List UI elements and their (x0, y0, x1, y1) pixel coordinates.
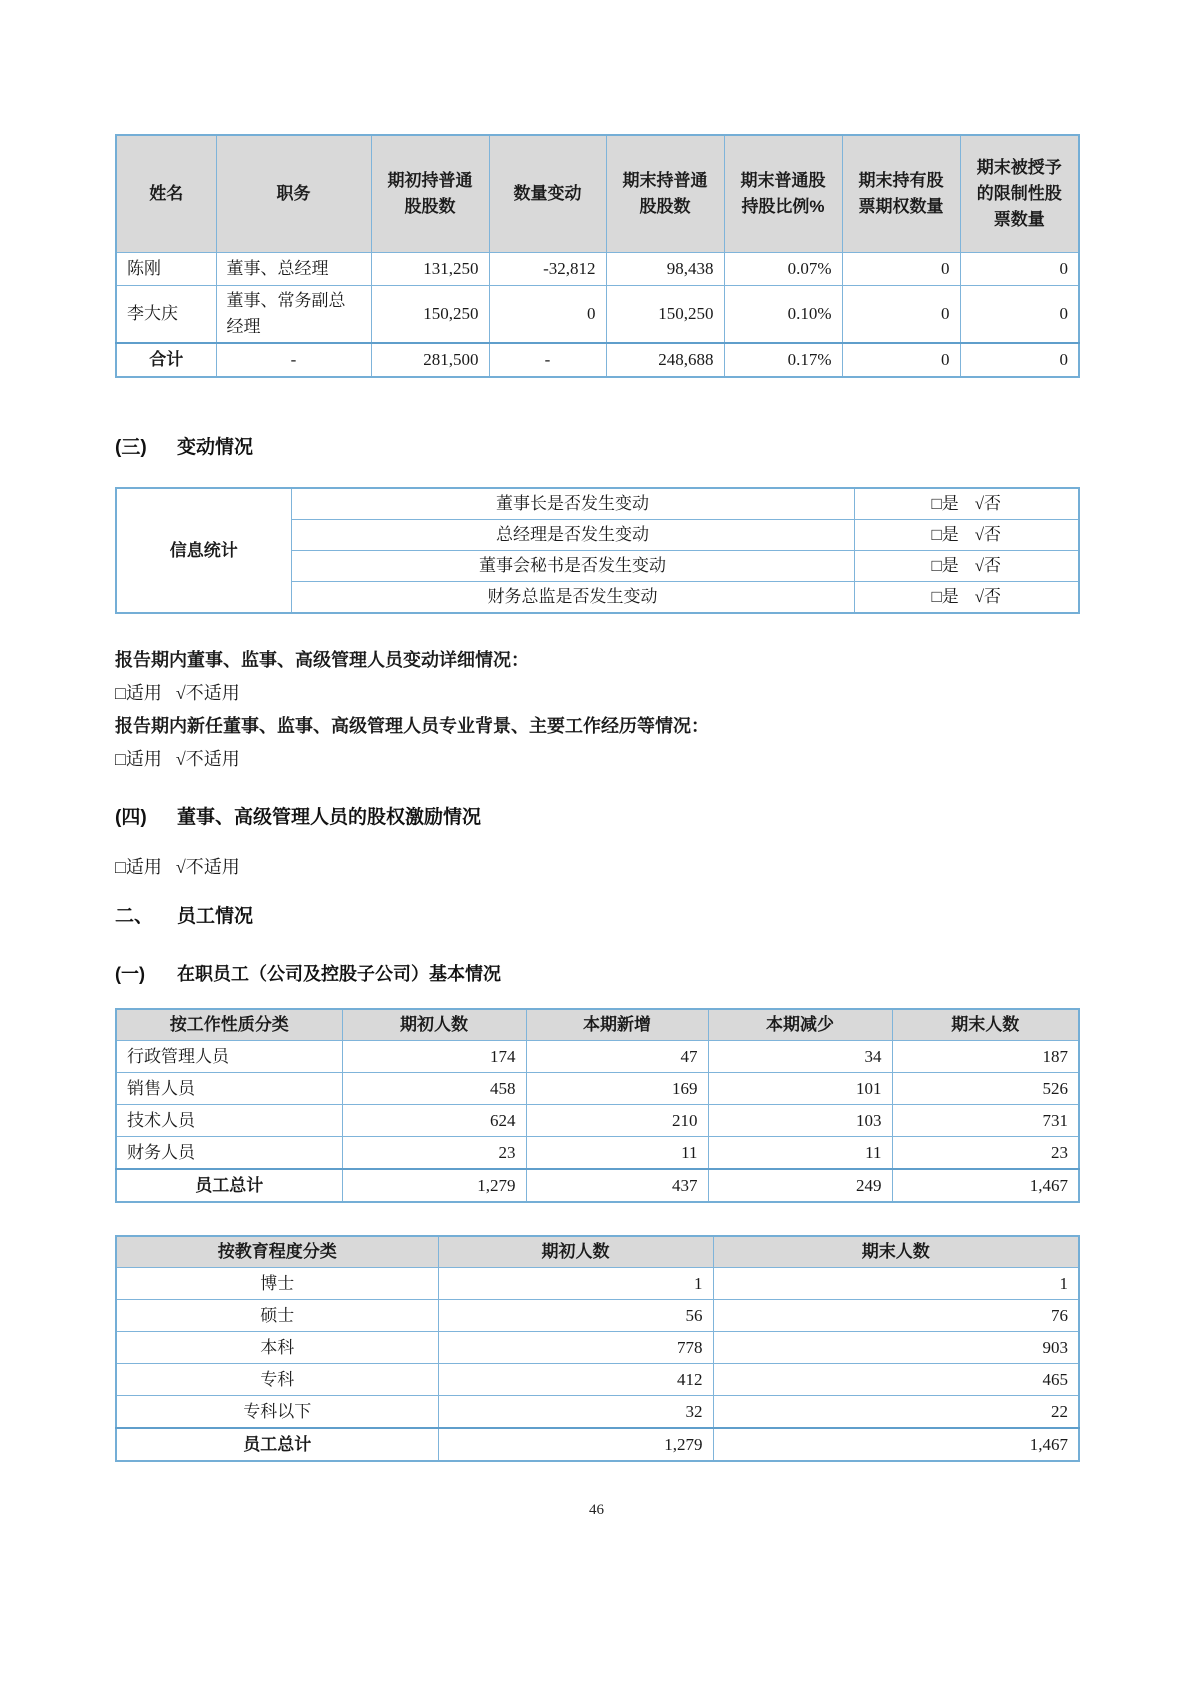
table-cell: 0 (960, 343, 1079, 377)
table-cell: 信息统计 (116, 488, 291, 613)
checkbox-not-applicable: √不适用 (175, 857, 240, 877)
table-row (116, 1300, 1079, 1332)
table-header-cell: 期末普通股持股比例% (724, 135, 842, 253)
table-total-row (116, 1428, 1079, 1461)
work-type-table (115, 1008, 1080, 1203)
table-header-cell: 期初持普通股股数 (371, 135, 489, 253)
checkbox-yes: □是 (931, 556, 959, 575)
table-cell (854, 582, 1079, 614)
table-cell: 0 (960, 253, 1079, 286)
table-row (116, 488, 1079, 520)
table-row (116, 1105, 1079, 1137)
table-header-cell: 期末人数 (892, 1009, 1079, 1041)
section-number: (四) (115, 807, 147, 828)
section-title: 变动情况 (177, 437, 254, 458)
table-cell: 总经理是否发生变动 (291, 520, 854, 551)
table-cell: 0.17% (724, 343, 842, 377)
table-cell: 1,279 (342, 1169, 526, 1202)
table-cell: 财务人员 (116, 1137, 342, 1170)
applicability-line (115, 677, 1078, 710)
section-heading-employee-basic (115, 960, 1078, 986)
table-cell: 董事会秘书是否发生变动 (291, 551, 854, 582)
checkbox-no: √否 (974, 525, 1002, 544)
table-cell: 465 (713, 1364, 1079, 1396)
table-row (116, 1396, 1079, 1429)
table-cell: 23 (342, 1137, 526, 1170)
table-cell (854, 520, 1079, 551)
table-header-cell: 数量变动 (489, 135, 606, 253)
table-row (116, 1073, 1079, 1105)
table-cell: 1 (438, 1268, 713, 1300)
section-title: 董事、高级管理人员的股权激励情况 (177, 807, 482, 828)
checkbox-not-applicable: √不适用 (175, 749, 240, 769)
table-cell: 11 (708, 1137, 892, 1170)
table-cell: 47 (526, 1041, 708, 1073)
table-cell: 0 (842, 286, 960, 344)
checkbox-applicable: □适用 (115, 683, 162, 703)
table-cell: 131,250 (371, 253, 489, 286)
table-cell: 财务总监是否发生变动 (291, 582, 854, 614)
table-cell: -32,812 (489, 253, 606, 286)
table-cell: 903 (713, 1332, 1079, 1364)
table-cell: 76 (713, 1300, 1079, 1332)
section-heading-incentive (115, 802, 1078, 829)
checkbox-no: √否 (974, 556, 1002, 575)
note-line: 报告期内董事、监事、高级管理人员变动详细情况： (115, 650, 529, 670)
page-number: 46 (589, 1502, 604, 1518)
checkbox-no: √否 (974, 587, 1002, 606)
table-cell: 1,279 (438, 1428, 713, 1461)
note-line: 报告期内新任董事、监事、高级管理人员专业背景、主要工作经历等情况： (115, 716, 709, 736)
table-cell: 98,438 (606, 253, 724, 286)
table-cell: 董事、总经理 (216, 253, 371, 286)
table-cell: 本科 (116, 1332, 438, 1364)
table-cell: 248,688 (606, 343, 724, 377)
table-cell: 合计 (116, 343, 216, 377)
table-cell: 博士 (116, 1268, 438, 1300)
table-row (116, 1041, 1079, 1073)
table-row (116, 253, 1079, 286)
table-total-row (116, 343, 1079, 377)
table-cell (854, 551, 1079, 582)
table-cell (854, 488, 1079, 520)
table-cell: 22 (713, 1396, 1079, 1429)
table-header-cell: 职务 (216, 135, 371, 253)
checkbox-applicable: □适用 (115, 749, 162, 769)
table-cell: 412 (438, 1364, 713, 1396)
table-header-cell: 期末持普通股股数 (606, 135, 724, 253)
table-cell: 624 (342, 1105, 526, 1137)
info-statistics-table (115, 487, 1080, 614)
table-cell: - (489, 343, 606, 377)
checkbox-yes: □是 (931, 494, 959, 513)
table-cell: 董事、常务副总经理 (216, 286, 371, 344)
section-number: 二、 (115, 906, 154, 927)
applicability-line (115, 853, 1078, 879)
table-cell: 23 (892, 1137, 1079, 1170)
education-table (115, 1235, 1080, 1462)
checkbox-no: √否 (974, 494, 1002, 513)
table-row (116, 286, 1079, 344)
table-header-cell: 期末持有股票期权数量 (842, 135, 960, 253)
table-header-cell: 本期新增 (526, 1009, 708, 1041)
table-cell: 员工总计 (116, 1428, 438, 1461)
table-cell: 249 (708, 1169, 892, 1202)
table-cell: 专科 (116, 1364, 438, 1396)
table-header-cell: 期末人数 (713, 1236, 1079, 1268)
table-row (116, 1364, 1079, 1396)
table-cell: 150,250 (606, 286, 724, 344)
table-cell: 0.10% (724, 286, 842, 344)
table-header-cell: 按工作性质分类 (116, 1009, 342, 1041)
table-cell: 0.07% (724, 253, 842, 286)
table-header-cell: 期末被授予的限制性股票数量 (960, 135, 1079, 253)
table-cell: 437 (526, 1169, 708, 1202)
page-content (115, 134, 1078, 1519)
table-total-row (116, 1169, 1079, 1202)
table-cell: 0 (842, 343, 960, 377)
table-cell: 778 (438, 1332, 713, 1364)
table-cell: 731 (892, 1105, 1079, 1137)
table-cell: 1 (713, 1268, 1079, 1300)
table-cell: 526 (892, 1073, 1079, 1105)
table-cell: - (216, 343, 371, 377)
table-cell: 技术人员 (116, 1105, 342, 1137)
table-cell: 专科以下 (116, 1396, 438, 1429)
table-cell: 32 (438, 1396, 713, 1429)
table-row (116, 1137, 1079, 1170)
table-cell: 187 (892, 1041, 1079, 1073)
table-cell: 0 (960, 286, 1079, 344)
checkbox-yes: □是 (931, 587, 959, 606)
table-cell: 0 (842, 253, 960, 286)
applicability-line (115, 743, 1078, 776)
section-heading-change (115, 432, 1078, 459)
table-header-cell: 期初人数 (342, 1009, 526, 1041)
table-row (116, 1332, 1079, 1364)
table-row (116, 1268, 1079, 1300)
table-header-cell: 期初人数 (438, 1236, 713, 1268)
table-cell: 169 (526, 1073, 708, 1105)
table-header-row (116, 1009, 1079, 1041)
table-cell: 34 (708, 1041, 892, 1073)
checkbox-yes: □是 (931, 525, 959, 544)
notes-block (115, 644, 1078, 776)
table-cell: 1,467 (892, 1169, 1079, 1202)
table-cell: 李大庆 (116, 286, 216, 344)
table-header-cell: 按教育程度分类 (116, 1236, 438, 1268)
table-cell: 210 (526, 1105, 708, 1137)
table-cell: 0 (489, 286, 606, 344)
table-cell: 员工总计 (116, 1169, 342, 1202)
section-heading-employees (115, 901, 1078, 928)
table-cell: 458 (342, 1073, 526, 1105)
table-header-row (116, 135, 1079, 253)
section-number: (一) (115, 964, 145, 984)
checkbox-applicable: □适用 (115, 857, 162, 877)
section-title: 在职员工（公司及控股子公司）基本情况 (177, 964, 501, 984)
table-header-cell: 姓名 (116, 135, 216, 253)
table-cell: 150,250 (371, 286, 489, 344)
shareholding-change-table (115, 134, 1080, 378)
table-cell: 硕士 (116, 1300, 438, 1332)
table-header-row (116, 1236, 1079, 1268)
table-cell: 销售人员 (116, 1073, 342, 1105)
table-cell: 103 (708, 1105, 892, 1137)
table-cell: 11 (526, 1137, 708, 1170)
table-header-cell: 本期减少 (708, 1009, 892, 1041)
section-number: (三) (115, 437, 147, 458)
table-cell: 101 (708, 1073, 892, 1105)
table-cell: 1,467 (713, 1428, 1079, 1461)
table-cell: 174 (342, 1041, 526, 1073)
table-cell: 56 (438, 1300, 713, 1332)
section-title: 员工情况 (177, 906, 254, 927)
table-cell: 董事长是否发生变动 (291, 488, 854, 520)
table-cell: 行政管理人员 (116, 1041, 342, 1073)
table-cell: 281,500 (371, 343, 489, 377)
table-cell: 陈刚 (116, 253, 216, 286)
checkbox-not-applicable: √不适用 (175, 683, 240, 703)
